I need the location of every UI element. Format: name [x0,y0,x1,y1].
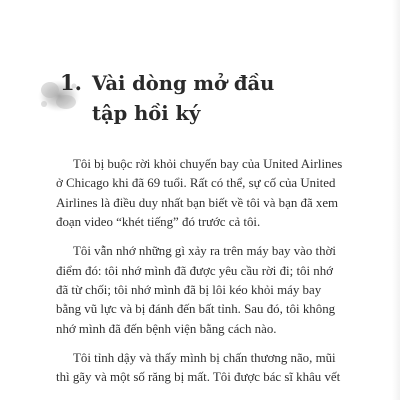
text-line: đã từ chối; tôi nhớ mình đã bị lôi kéo khỏi máy bay [56,282,322,297]
paragraph [56,242,396,339]
text-line: điểm đó: tôi nhớ mình đã được yêu cầu rời đi; tôi nhớ [56,263,333,278]
chapter-title-line: Vài dòng mở đầu [92,72,275,95]
text-line: Tôi bị buộc rời khỏi chuyến bay của United Airlines [73,157,343,171]
paragraph [56,349,396,388]
text-line: bằng vũ lực và bị đánh đến bất tỉnh. Sau đó, tôi không [56,302,336,317]
chapter-body [56,155,396,397]
text-line: đoạn video “khét tiếng” đó trước cả tôi. [56,215,261,230]
text-line: Airlines là điều duy nhất bạn biết về tôi và bạn đã xem [56,195,339,210]
paragraph [56,155,396,233]
text-line: thì gãy và một số răng bị mất. Tôi được bác sĩ khâu vết [56,370,341,385]
text-line: nhớ mình đã đến bệnh viện bằng cách nào. [56,321,277,336]
chapter-number: 1. [60,70,82,95]
text-line: Tôi tỉnh dậy và thấy mình bị chấn thương não, mũi [73,350,336,365]
text-line: Tôi vẫn nhớ những gì xảy ra trên máy bay vào thời [73,244,336,259]
chapter-title-line: tập hồi ký [92,102,201,125]
chapter-heading [36,70,336,140]
text-line: ở Chicago khi đã 69 tuổi. Rất có thể, sự cố của United [56,176,336,191]
